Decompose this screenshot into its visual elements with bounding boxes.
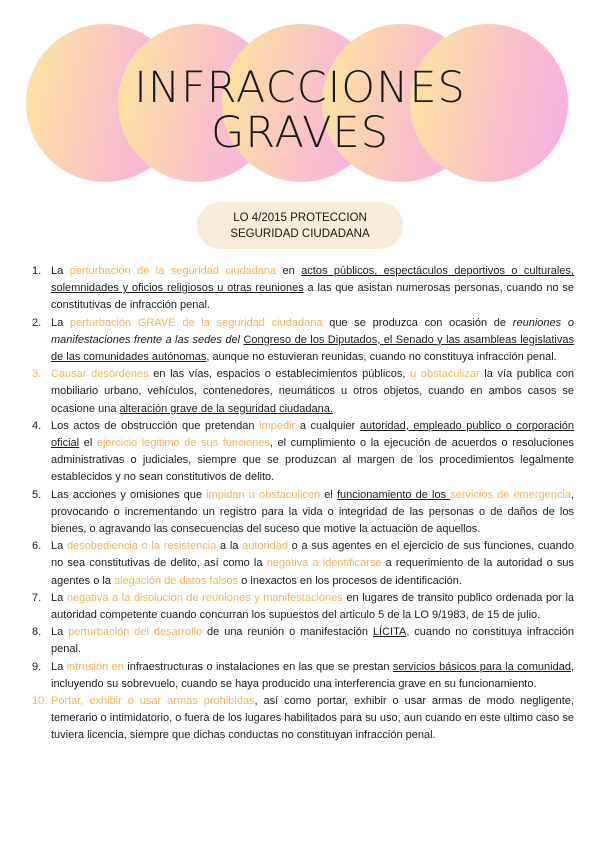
underlined-text: servicios básicos para la comunidad <box>392 660 571 673</box>
item-text: o a sus agentes en el ejercicio de sus funciones, cuando no sea constitutivas de delito, así como la <box>51 540 574 570</box>
infraction-item <box>32 624 574 658</box>
highlight-text: Causar desórdenes <box>51 368 149 381</box>
highlight-text: negativa a identificarse <box>266 557 382 570</box>
highlight-text: impidan u obstaculicen <box>206 488 321 501</box>
infraction-item <box>32 659 574 693</box>
italic-text: reuniones o manifestaciones frente a las sedes del <box>51 316 574 346</box>
underlined-text: actos públicos, espectáculos deportivos o culturales, solemnidades y oficios religiosos u otras reuniones <box>51 265 574 295</box>
highlight-text: perturbación del desarrollo <box>68 626 203 639</box>
item-number: 5. <box>32 488 42 501</box>
infraction-item <box>32 487 574 539</box>
item-text: , así como portar, exhibir o usar armas de modo negligente, temerario o intimidatorio, o fuera de los lugares habilitados para su uso, aun cuando en este ultimo caso se tuviera licencia, siempre que dichas conductas no constituyan infracción penal. <box>51 695 574 742</box>
highlight-text: Portar, exhibir o usar armas prohibidas <box>51 695 255 708</box>
item-text: La <box>51 265 70 277</box>
item-text: La <box>51 626 69 639</box>
item-text: La <box>51 660 67 673</box>
page-title <box>0 63 600 158</box>
item-text: a las que asistan numerosas personas, cuando no se constitutivas de infracción penal. <box>51 282 574 312</box>
infraction-item <box>32 315 574 367</box>
infraction-item <box>32 418 574 487</box>
infraction-item <box>32 590 574 624</box>
item-number: 8. <box>32 626 42 639</box>
item-text: el <box>320 488 337 501</box>
item-number: 1. <box>32 265 42 277</box>
highlight-text: u obstaculizar <box>410 368 480 381</box>
title-line-2: GRAVES <box>211 108 389 158</box>
item-text: el <box>79 437 97 450</box>
item-text: la vía publica con mobiliario urbano, vehículos, contenedores, neumáticos u otros objetos, cuando en ambos casos se ocasione una <box>51 368 575 415</box>
item-text: o inexactos en los procesos de identificación. <box>238 574 462 587</box>
underlined-text: LÍCITA <box>372 626 407 639</box>
item-number: 9. <box>32 660 42 673</box>
highlight-text: servicios de emergencia <box>450 488 571 501</box>
infractions-list <box>32 263 574 745</box>
item-text: de una reunión o manifestación <box>202 626 373 639</box>
item-text: Las acciones y omisiones que <box>51 488 207 501</box>
item-text: , aunque no estuvieran reunidas, cuando no constituya infracción penal. <box>206 351 557 364</box>
underlined-text: funcionamiento de los <box>336 488 451 501</box>
title-line-1: INFRACCIONES <box>134 63 466 113</box>
item-text: que se produzca con ocasión de <box>322 316 513 329</box>
underlined-text: alteración grave de la seguridad ciudadana. <box>119 402 333 415</box>
item-text: La <box>51 540 67 553</box>
law-reference-line-1: LO 4/2015 PROTECCION <box>233 211 367 224</box>
item-number: 10. <box>32 695 48 708</box>
item-number: 6. <box>32 540 42 553</box>
item-text: en las vías, espacios o establecimientos públicos, <box>148 368 411 381</box>
item-number: 2. <box>32 316 42 329</box>
law-reference-badge <box>197 202 403 249</box>
item-text: a cualquier <box>295 419 360 432</box>
item-text: , el cumplimiento o la ejecución de acuerdos o resoluciones administrativas o judiciales, siempre que se produzcan al margen de los procedimientos legalmente establecidos y no sean constitutivos de delito. <box>51 437 574 484</box>
highlight-text: desobediencia o la resistencia <box>66 540 217 553</box>
infraction-item <box>32 366 574 418</box>
item-text: Los actos de obstrucción que pretendan <box>51 419 260 432</box>
item-text: La <box>51 316 70 329</box>
highlight-text: alegación de datos falsos <box>114 574 239 587</box>
underlined-text: autoridad, empleado publico o corporación oficial <box>51 419 574 450</box>
underlined-text: Congreso de los Diputados, el Senado y las asambleas legislativas de las comunidades autónomas <box>51 333 574 364</box>
highlight-text: intrusión en <box>66 660 124 673</box>
infraction-item <box>32 693 574 745</box>
item-text: , provocando o incrementando un registro para la vida o integridad de las personas o de daños de los bienes, o agravando las consecuencias del suceso que motive la actuación de aquellos. <box>51 488 574 536</box>
item-number: 4. <box>32 419 42 432</box>
item-number: 7. <box>32 591 42 604</box>
highlight-text: perturbación GRAVE de la seguridad ciudadana <box>69 316 323 329</box>
item-text: a la <box>216 540 243 553</box>
item-text: , cuando no constituya infracción penal. <box>51 626 574 656</box>
infraction-item <box>32 263 574 315</box>
item-text: infraestructuras o instalaciones en las que se prestan <box>123 660 393 673</box>
infraction-item <box>32 538 574 590</box>
item-text: a requerimiento de la autoridad o sus agentes o la <box>51 557 575 587</box>
highlight-text: autoridad <box>242 540 288 553</box>
law-reference-line-2: SEGURIDAD CIUDADANA <box>230 227 370 240</box>
item-text: en <box>276 265 302 277</box>
highlight-text: perturbación de la seguridad ciudadana <box>69 265 277 277</box>
highlight-text: negativa a la disolución de reuniones y manifestaciones <box>66 591 343 604</box>
item-text: La <box>51 591 67 604</box>
item-number: 3. <box>32 368 42 381</box>
highlight-text: ejercicio legitimo de sus funciones <box>96 437 270 450</box>
item-text: , incluyendo su sobrevuelo, cuando se haya producido una interferencia grave en su funcionamiento. <box>51 660 575 690</box>
highlight-text: impedir <box>259 419 296 432</box>
item-text: en lugares de transito publico ordenada por la autoridad competente cuando concurran los supuestos del articulo 5 de la LO 9/1983, de 15 de julio. <box>51 591 575 622</box>
